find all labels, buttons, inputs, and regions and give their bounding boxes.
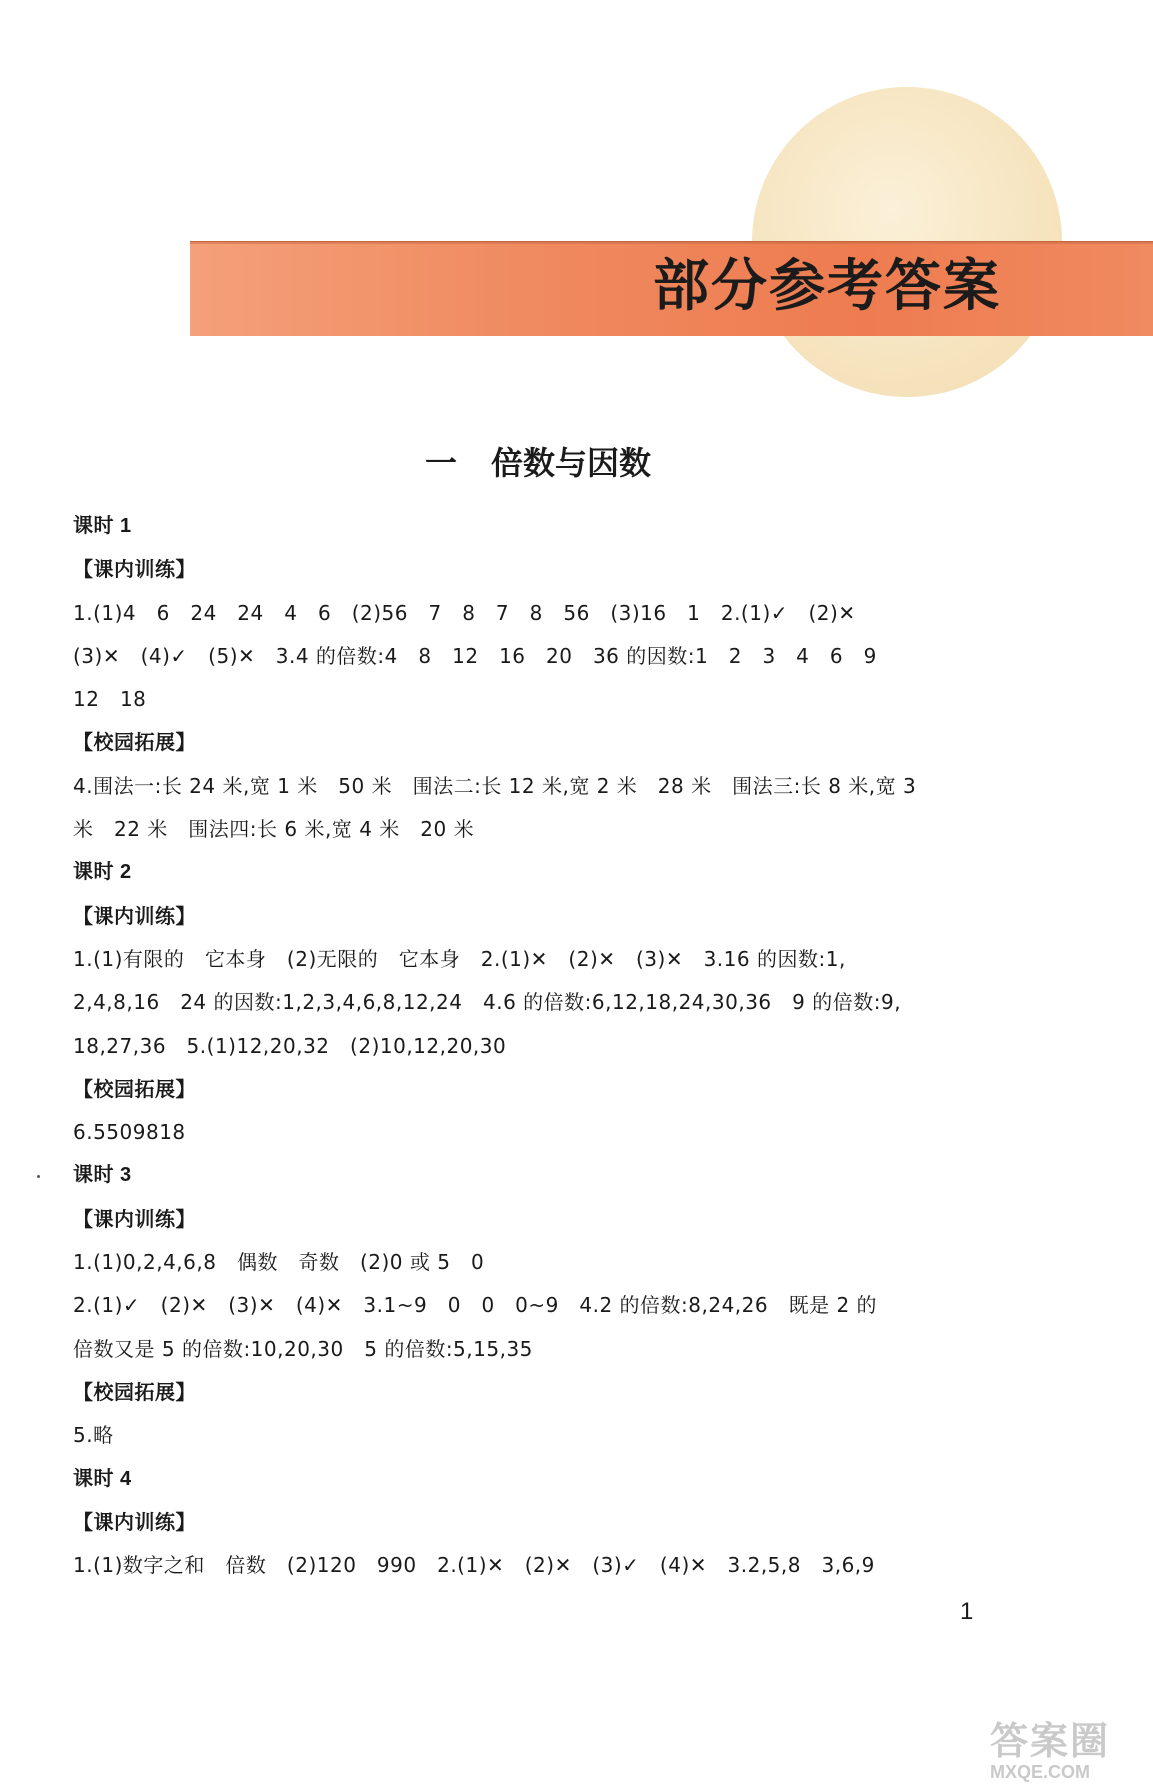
lesson-heading: 课时 1 [73, 515, 132, 537]
watermark-logo-text: 答案圈 [990, 1719, 1111, 1763]
page-number: 1 [960, 1598, 974, 1625]
lesson-heading: 课时 4 [73, 1467, 132, 1490]
answer-content [73, 505, 1033, 1587]
chapter-title: 倍数与因数 [491, 444, 652, 482]
answer-line: 1.(1)数字之和 倍数 (2)120 990 2.(1)✕ (2)✕ (3)✓ (4)✕ 3.2,5,8 3,6,9 [73, 1553, 875, 1578]
answer-line: 1.(1)0,2,4,6,8 偶数 奇数 (2)0 或 5 0 [73, 1250, 485, 1275]
chapter-heading [425, 438, 651, 484]
header-title: 部分参考答案 [653, 254, 1001, 319]
answer-line: 2.(1)✓ (2)✕ (3)✕ (4)✕ 3.1~9 0 0 0~9 4.2 的倍数:8,24,26 既是 2 的 [73, 1293, 878, 1318]
answer-line: 12 18 [73, 687, 147, 712]
section-heading: 【校园拓展】 [73, 730, 196, 755]
answer-line: 5.略 [73, 1423, 114, 1448]
answer-line: 米 22 米 围法四:长 6 米,宽 4 米 20 米 [73, 817, 475, 842]
section-heading: 【课内训练】 [73, 1206, 196, 1231]
section-heading: 【课内训练】 [73, 1509, 196, 1534]
watermark-logo [990, 1710, 1140, 1790]
answer-line: 1.(1)有限的 它本身 (2)无限的 它本身 2.(1)✕ (2)✕ (3)✕ 3.16 的因数:1, [73, 946, 846, 971]
answer-line: 1.(1)4 6 24 24 4 6 (2)56 7 8 7 8 56 (3)16 1 2.(1)✓ (2)✕ [73, 600, 856, 625]
section-heading: 【校园拓展】 [73, 1379, 196, 1404]
scan-speck [37, 1175, 40, 1178]
answer-line: 18,27,36 5.(1)12,20,32 (2)10,12,20,30 [73, 1033, 507, 1058]
answer-line: 6.5509818 [73, 1120, 186, 1145]
section-heading: 【课内训练】 [73, 557, 196, 582]
header-banner [190, 241, 1153, 336]
answer-line: 2,4,8,16 24 的因数:1,2,3,4,6,8,12,24 4.6 的倍数:6,12,18,24,30,36 9 的倍数:9, [73, 990, 902, 1015]
lesson-heading: 课时 2 [73, 861, 132, 884]
answer-line: 倍数又是 5 的倍数:10,20,30 5 的倍数:5,15,35 [73, 1336, 533, 1361]
watermark-url: MXQE.COM [990, 1762, 1091, 1782]
section-heading: 【课内训练】 [73, 903, 196, 928]
chapter-number: 一 [425, 444, 458, 482]
answer-line: 4.围法一:长 24 米,宽 1 米 50 米 围法二:长 12 米,宽 2 米 28 米 围法三:长 8 米,宽 3 [73, 773, 917, 798]
answer-line: (3)✕ (4)✓ (5)✕ 3.4 的倍数:4 8 12 16 20 36 的因数:1 2 3 4 6 9 [73, 643, 877, 668]
section-heading: 【校园拓展】 [73, 1076, 196, 1101]
lesson-heading: 课时 3 [73, 1164, 132, 1187]
